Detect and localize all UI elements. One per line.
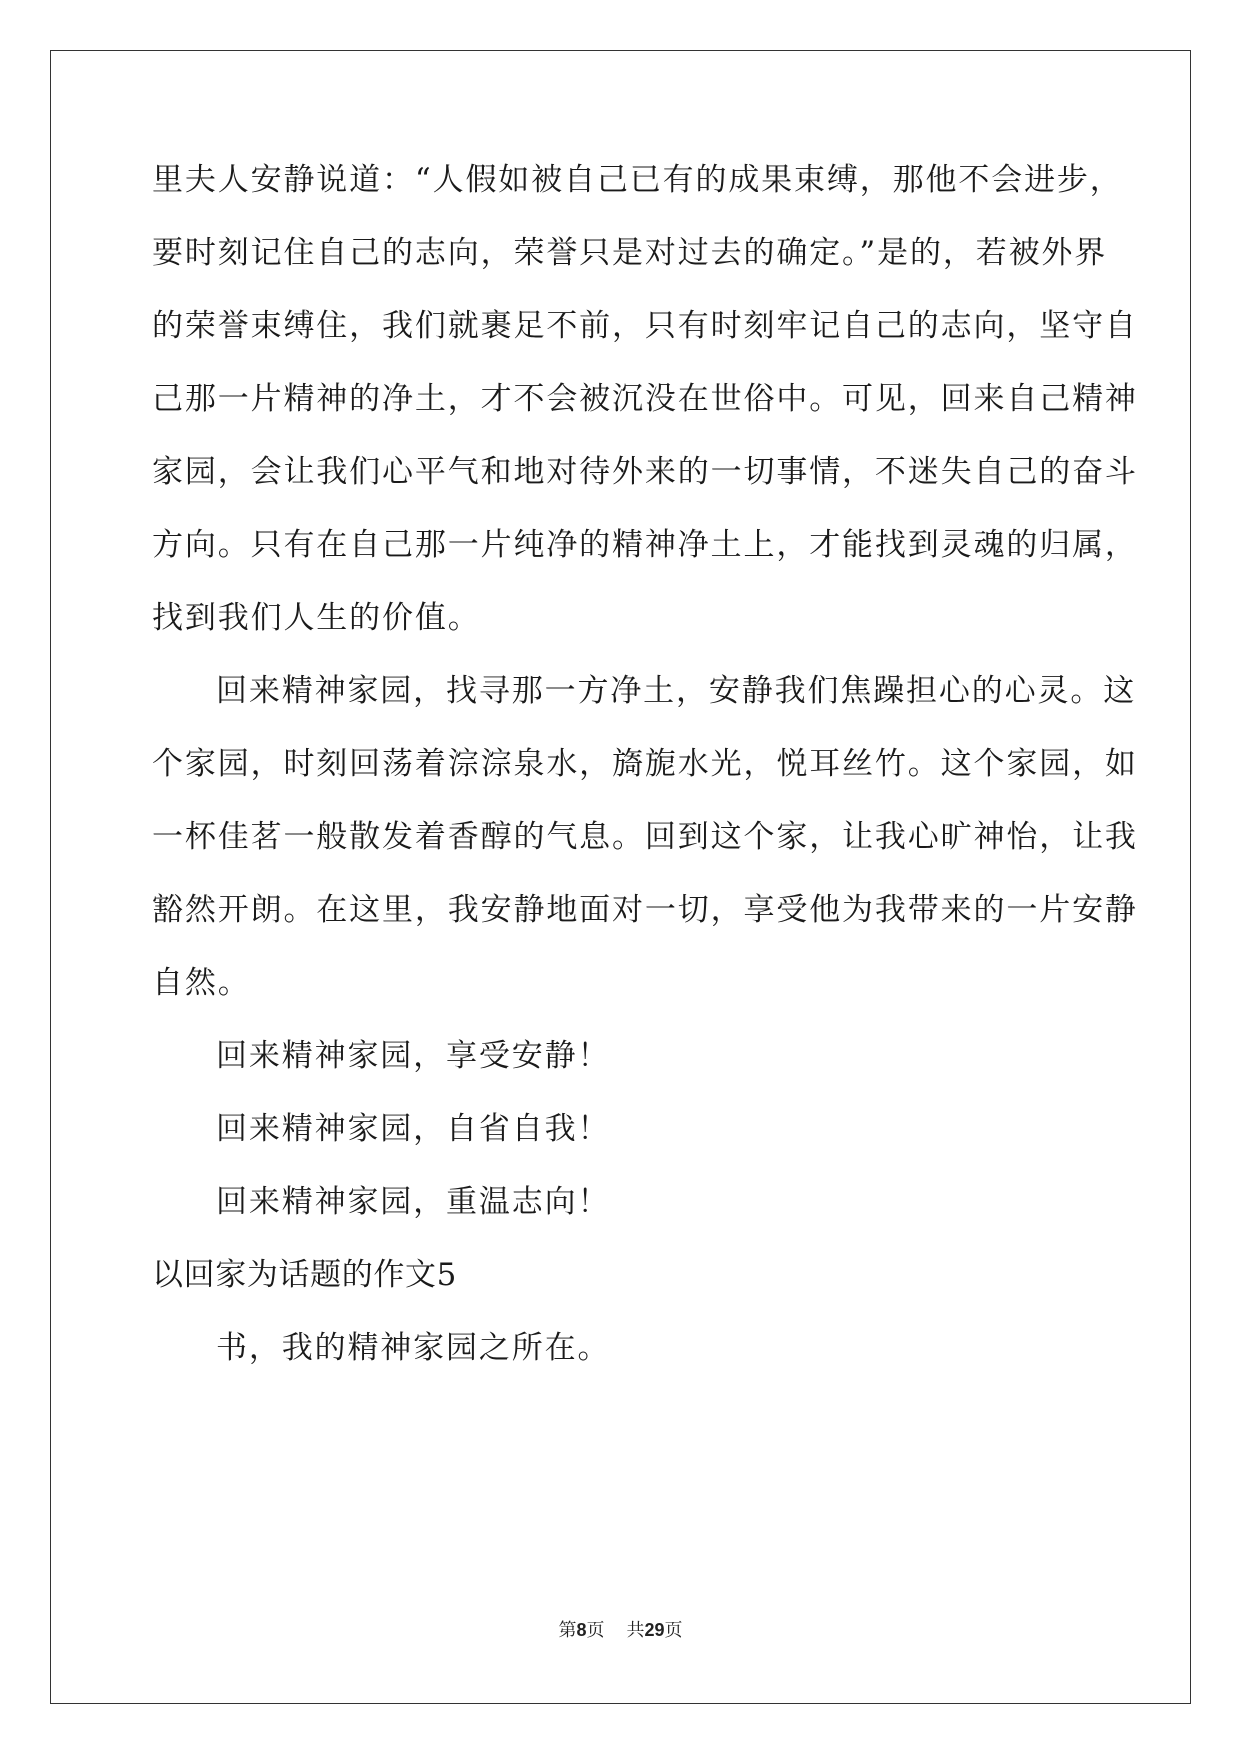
page-suffix: 页 (586, 1620, 605, 1641)
page-number: 8 (576, 1620, 587, 1640)
text-line: 要时刻记住自己的志向，荣誉只是对过去的确定。”是的，若被外界 (152, 235, 1108, 271)
total-suffix: 页 (664, 1620, 683, 1641)
text-line: 家园，会让我们心平气和地对待外来的一切事情，不迷失自己的奋斗 (152, 454, 1138, 490)
text-line: 回来精神家园，自省自我！ (216, 1111, 611, 1147)
text-line: 己那一片精神的净土，才不会被沉没在世俗中。可见，回来自己精神 (152, 381, 1138, 417)
page-prefix: 第 (558, 1620, 577, 1641)
text-line: 回来精神家园，找寻那一方净土，安静我们焦躁担心的心灵。这 (216, 673, 1137, 709)
text-line: 豁然开朗。在这里，我安静地面对一切，享受他为我带来的一片安静 (152, 892, 1138, 928)
total-prefix: 共 (626, 1620, 645, 1641)
section-heading: 以回家为话题的作文5 (152, 1257, 457, 1293)
text-line: 的荣誉束缚住，我们就裹足不前，只有时刻牢记自己的志向，坚守自 (152, 308, 1138, 344)
text-line: 回来精神家园，享受安静！ (216, 1038, 611, 1074)
text-line: 里夫人安静说道：“人假如被自己已有的成果束缚，那他不会进步， (152, 162, 1123, 198)
text-line: 一杯佳茗一般散发着香醇的气息。回到这个家，让我心旷神怡，让我 (152, 819, 1138, 855)
total-pages: 29 (644, 1620, 665, 1640)
text-line: 方向。只有在自己那一片纯净的精神净土上，才能找到灵魂的归属， (152, 527, 1138, 563)
text-line: 自然。 (152, 965, 251, 1001)
text-line: 个家园，时刻回荡着淙淙泉水，旖旎水光，悦耳丝竹。这个家园，如 (152, 746, 1138, 782)
text-line: 书，我的精神家园之所在。 (216, 1330, 611, 1366)
page-border (50, 50, 1191, 1704)
page-footer (0, 1618, 1241, 1643)
text-line: 找到我们人生的价值。 (152, 600, 481, 636)
text-line: 回来精神家园，重温志向！ (216, 1184, 611, 1220)
